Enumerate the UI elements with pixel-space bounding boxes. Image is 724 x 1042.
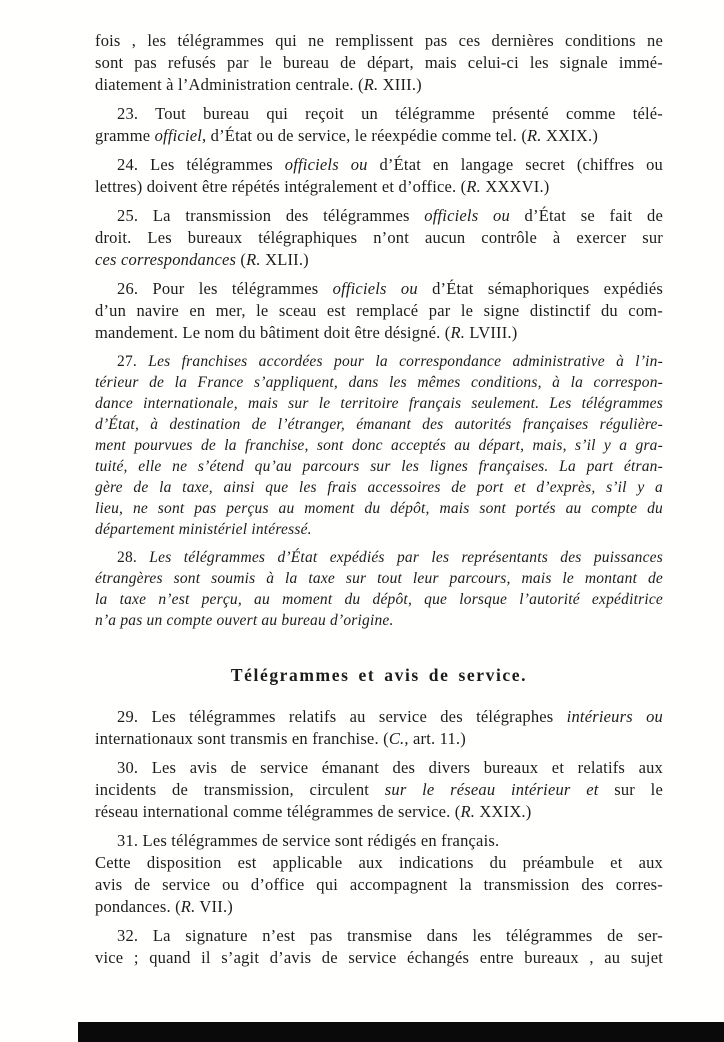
- text-run: réseau international comme télégrammes de service. (: [95, 802, 461, 821]
- text-line: [95, 874, 663, 896]
- text-run: ces correspondances: [95, 250, 237, 269]
- text-run: R.: [527, 126, 542, 145]
- text-run: 26. Pour les télégrammes: [117, 279, 333, 298]
- text-run: officiels ou: [332, 279, 418, 298]
- paragraph-article-27: [95, 351, 663, 540]
- text-line: [95, 830, 663, 852]
- text-run: 32. La signature n’est pas transmise dans les télégrammes de ser-: [117, 926, 663, 945]
- text-line: [95, 728, 663, 750]
- text-run: incidents de transmission, circulent: [95, 780, 385, 799]
- text-run: lettres) doivent être répétés intégralement et d’office. (: [95, 177, 467, 196]
- text-line: [95, 852, 663, 874]
- text-run: diatement à l’Administration centrale. (: [95, 75, 364, 94]
- text-run: XXXVI.): [481, 177, 550, 196]
- text-run: R.: [466, 177, 481, 196]
- text-line: [95, 300, 663, 322]
- text-run: 29. Les télégrammes relatifs au service des télégraphes: [117, 707, 567, 726]
- text-line: [95, 801, 663, 823]
- text-run: 27.: [117, 353, 149, 370]
- text-run: officiel: [154, 126, 203, 145]
- text-line: [95, 477, 663, 498]
- text-line: [95, 610, 663, 631]
- text-run: gère de la taxe, ainsi que les frais accessoires de port et d’exprès, s’il y a: [95, 479, 663, 496]
- text-line: [95, 372, 663, 393]
- text-run: gramme: [95, 126, 155, 145]
- text-run: intérieurs ou: [566, 707, 663, 726]
- text-run: (: [236, 250, 247, 269]
- text-run: département ministériel intéressé.: [95, 521, 312, 538]
- text-run: R.: [246, 250, 261, 269]
- text-run: R.: [450, 323, 466, 342]
- text-run: 31. Les télégrammes de service sont rédigés en français.: [117, 831, 500, 850]
- text-line: [95, 249, 663, 271]
- text-run: 24. Les télégrammes: [117, 155, 285, 174]
- text-line: [95, 30, 663, 52]
- text-line: [95, 757, 663, 779]
- text-run: d’un navire en mer, le sceau est remplacé par le signe distinctif du com-: [95, 301, 663, 320]
- paragraph-article-30: [95, 757, 663, 823]
- text-line: [95, 414, 663, 435]
- text-run: R.: [363, 75, 379, 94]
- text-line: [95, 176, 663, 198]
- text-run: XXIX.): [541, 126, 599, 145]
- text-line: [95, 925, 663, 947]
- text-line: [95, 103, 663, 125]
- text-run: ment pourvues de la franchise, sont donc acceptés au départ, mais, s’il y a gra-: [95, 437, 663, 454]
- text-run: mandement. Le nom du bâtiment doit être désigné. (: [95, 323, 451, 342]
- text-run: R.: [180, 897, 196, 916]
- text-line: [95, 435, 663, 456]
- paragraph-article-25: [95, 205, 663, 271]
- text-run: , d’État ou de service, le réexpédie comme tel. (: [202, 126, 528, 145]
- paragraph-article-28: [95, 547, 663, 631]
- text-run: d’État se fait de: [509, 206, 663, 225]
- text-line: [95, 547, 663, 568]
- text-run: droit. Les bureaux télégraphiques n’ont aucun contrôle à exercer sur: [95, 228, 663, 247]
- text-run: XXIX.): [475, 802, 532, 821]
- text-line: [95, 351, 663, 372]
- paragraph-article-24: [95, 154, 663, 198]
- text-run: sur le: [598, 780, 663, 799]
- text-run: d’État, à destination de l’étranger, émanant des autorités françaises régulière-: [95, 416, 663, 433]
- text-line: [95, 706, 663, 728]
- paragraph-article-29: [95, 706, 663, 750]
- text-run: officiels ou: [284, 155, 368, 174]
- text-run: 25. La transmission des télégrammes: [117, 206, 425, 225]
- text-run: avis de service ou d’office qui accompagnent la transmission des corres-: [95, 875, 663, 894]
- text-run: art. 11.): [408, 729, 466, 748]
- text-run: la taxe n’est perçu, au moment du dépôt, que lorsque l’autorité expéditrice: [95, 591, 663, 608]
- text-run: sont pas refusés par le bureau de départ, mais celui-ci les signale immé-: [95, 53, 663, 72]
- text-run: internationaux sont transmis en franchise. (: [95, 729, 389, 748]
- text-run: XIII.): [378, 75, 422, 94]
- text-line: [95, 52, 663, 74]
- text-run: Les télégrammes d’État expédiés par les représentants des puissances: [149, 549, 663, 566]
- paragraph-article-31: [95, 830, 663, 852]
- text-run: Les franchises accordées pour la correspondance administrative à l’in-: [148, 353, 663, 370]
- text-run: C.,: [388, 729, 409, 748]
- text-run: Cette disposition est applicable aux indications du préambule et aux: [95, 853, 663, 872]
- text-line: [95, 205, 663, 227]
- text-run: LVIII.): [465, 323, 518, 342]
- text-run: dance internationale, mais sur le territoire français seulement. Les télégrammes: [95, 395, 663, 412]
- text-run: R.: [460, 802, 476, 821]
- text-line: [95, 568, 663, 589]
- text-run: VII.): [195, 897, 233, 916]
- text-line: [95, 779, 663, 801]
- text-run: térieur de la France s’appliquent, dans les mêmes conditions, à la correspon-: [95, 374, 663, 391]
- text-line: [95, 519, 663, 540]
- text-run: vice ; quand il s’agit d’avis de service échangés entre bureaux , au sujet: [95, 948, 663, 967]
- text-run: sur le réseau intérieur et: [384, 780, 599, 799]
- text-run: fois , les télégrammes qui ne remplissent pas ces dernières conditions ne: [95, 31, 663, 50]
- text-line: [95, 498, 663, 519]
- text-run: d’État sémaphoriques expédiés: [417, 279, 663, 298]
- text-run: lieu, ne sont pas perçus au moment du dépôt, mais sont portés au compte du: [95, 500, 663, 517]
- text-run: XLII.): [260, 250, 309, 269]
- text-line: [95, 227, 663, 249]
- text-line: [95, 896, 663, 918]
- text-line: [95, 278, 663, 300]
- text-run: étrangères sont soumis à la taxe sur tout leur parcours, mais le montant de: [95, 570, 663, 587]
- text-run: n’a pas un compte ouvert au bureau d’origine.: [95, 612, 394, 629]
- text-run: pondances. (: [95, 897, 181, 916]
- text-run: officiels ou: [424, 206, 510, 225]
- text-run: tuité, elle ne s’étend qu’au parcours sur les lignes françaises. La part étran-: [95, 458, 663, 475]
- text-line: [95, 589, 663, 610]
- text-run: 30. Les avis de service émanant des divers bureaux et relatifs aux: [117, 758, 663, 777]
- page-edge-artifact: [78, 1022, 724, 1042]
- text-line: [95, 74, 663, 96]
- text-column: [95, 30, 663, 969]
- paragraph-article-23: [95, 103, 663, 147]
- paragraph-article-32: [95, 925, 663, 969]
- text-line: [95, 125, 663, 147]
- paragraph-article-31-suite: [95, 852, 663, 918]
- section-heading: Télégrammes et avis de service.: [230, 665, 528, 685]
- text-line: [95, 393, 663, 414]
- text-run: d’État en langage secret (chiffres ou: [367, 155, 664, 174]
- text-line: [95, 947, 663, 969]
- paragraph-article-26: [95, 278, 663, 344]
- paragraph-intro-continuation: [95, 30, 663, 96]
- text-run: 23. Tout bureau qui reçoit un télégramme présenté comme télé-: [117, 104, 663, 123]
- text-run: 28.: [117, 549, 150, 566]
- text-line: [95, 154, 663, 176]
- text-line: [95, 322, 663, 344]
- text-line: [95, 456, 663, 477]
